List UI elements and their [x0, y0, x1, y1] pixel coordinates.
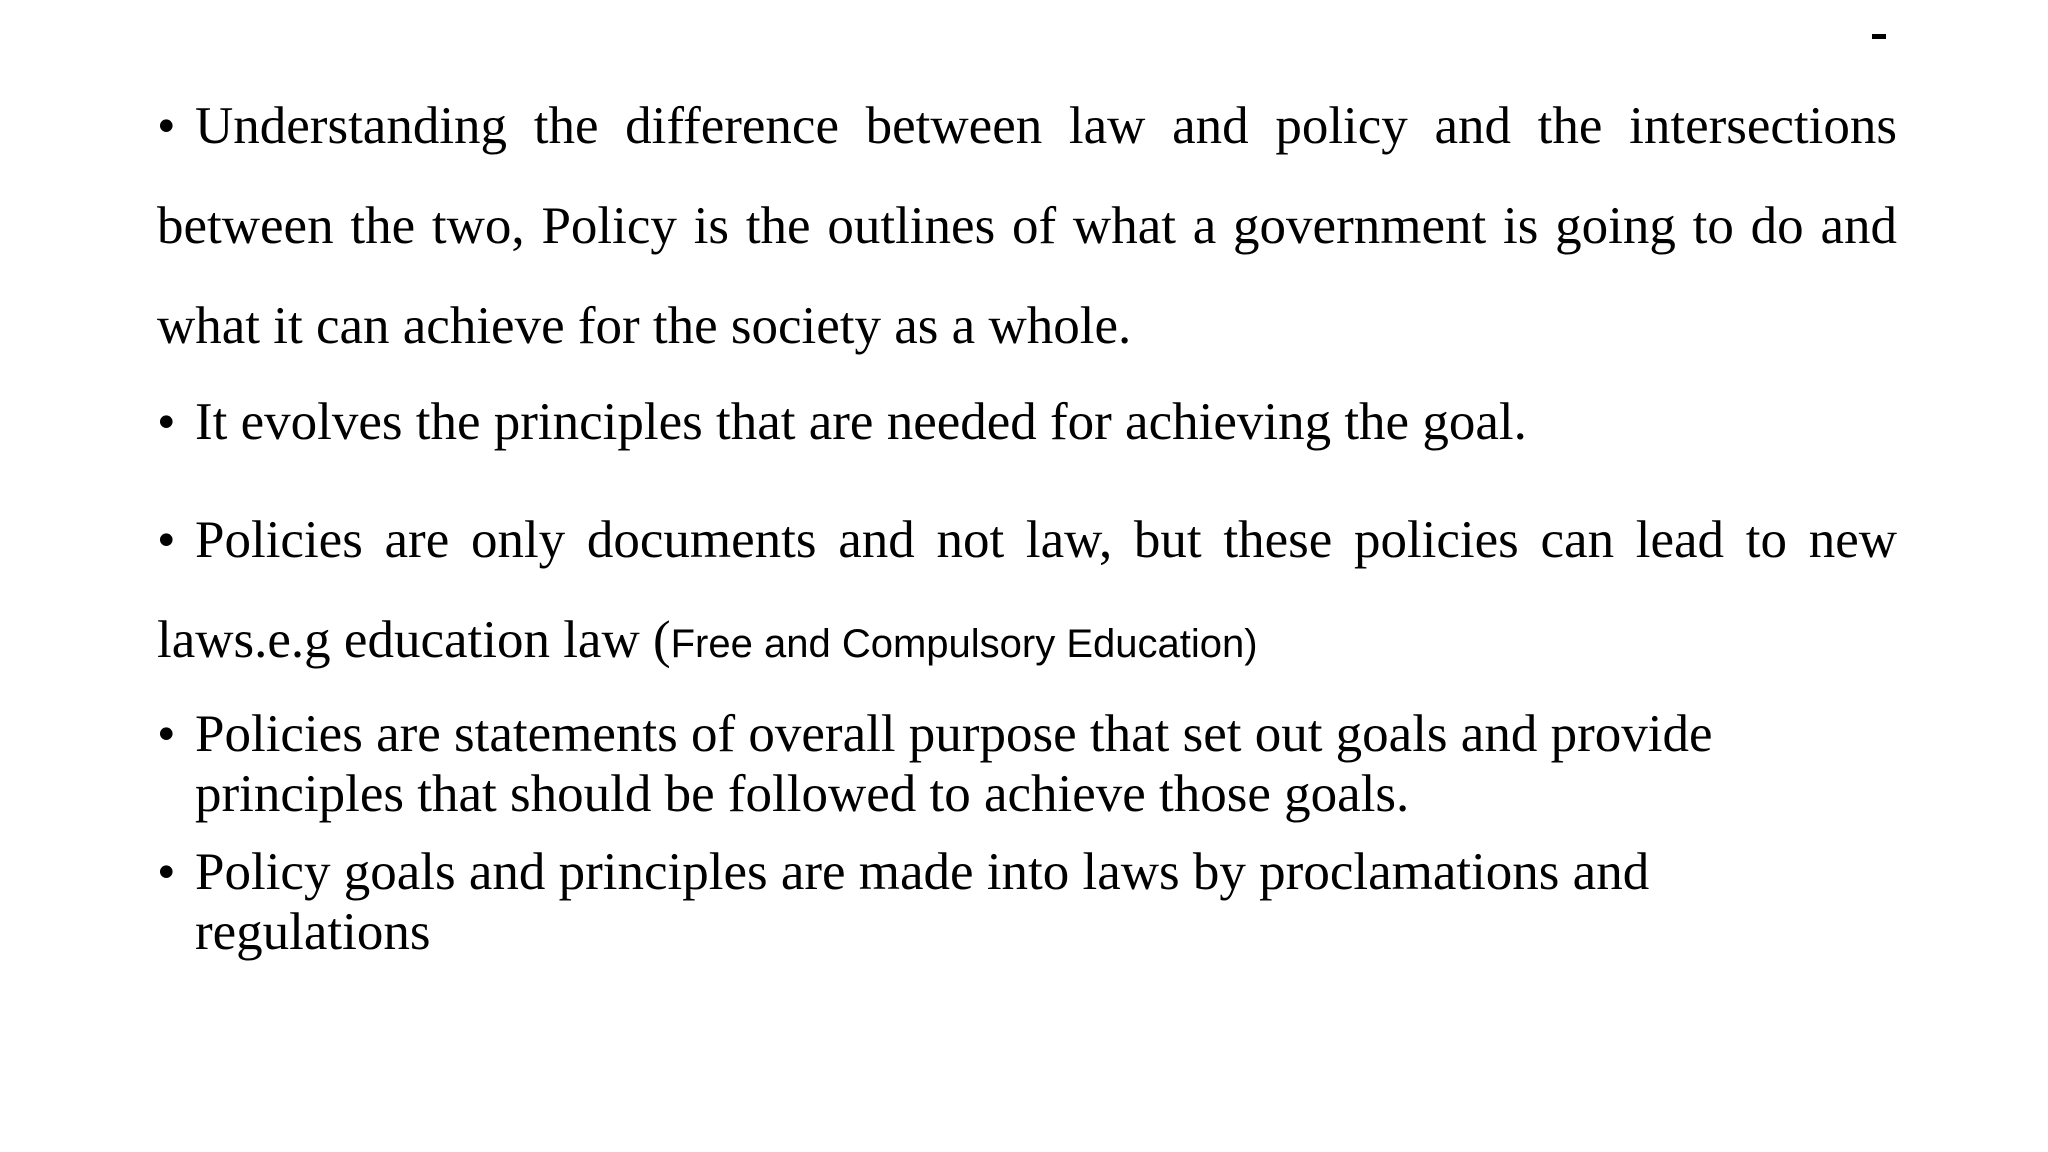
bullet-text: Policy goals and principles are made into laws by proclamations and regulations	[195, 843, 1650, 961]
corner-dash-mark	[1872, 34, 1886, 39]
bullet-dot-icon: •	[157, 393, 176, 451]
bullet-dot-icon: •	[157, 843, 176, 901]
bullet-text: Understanding the difference between law and policy and the intersections between the two, Policy is the outlines of what a government is going to do and what it can achieve for the society as a whole.	[157, 97, 1897, 355]
bullet-evolves-principles	[157, 392, 1897, 452]
bullet-text-example: Free and Compulsory Education)	[670, 622, 1258, 666]
bullet-text: It evolves the principles that are needed for achieving the goal.	[195, 393, 1527, 451]
bullet-dot-icon: •	[157, 705, 176, 763]
bullet-list	[157, 76, 1897, 962]
bullet-law-vs-policy	[157, 76, 1897, 376]
bullet-text: Policies are statements of overall purpose that set out goals and provide principles that should be followed to achieve those goals.	[195, 705, 1713, 823]
bullet-text: Policies are only documents and not law, but these policies can lead to new laws.e.g education law (	[157, 511, 1897, 669]
bullet-dot-icon: •	[157, 511, 176, 569]
bullet-policies-documents	[157, 490, 1897, 694]
bullet-dot-icon: •	[157, 97, 176, 155]
bullet-goals-into-laws	[157, 842, 1897, 962]
bullet-policies-statements	[157, 704, 1897, 824]
